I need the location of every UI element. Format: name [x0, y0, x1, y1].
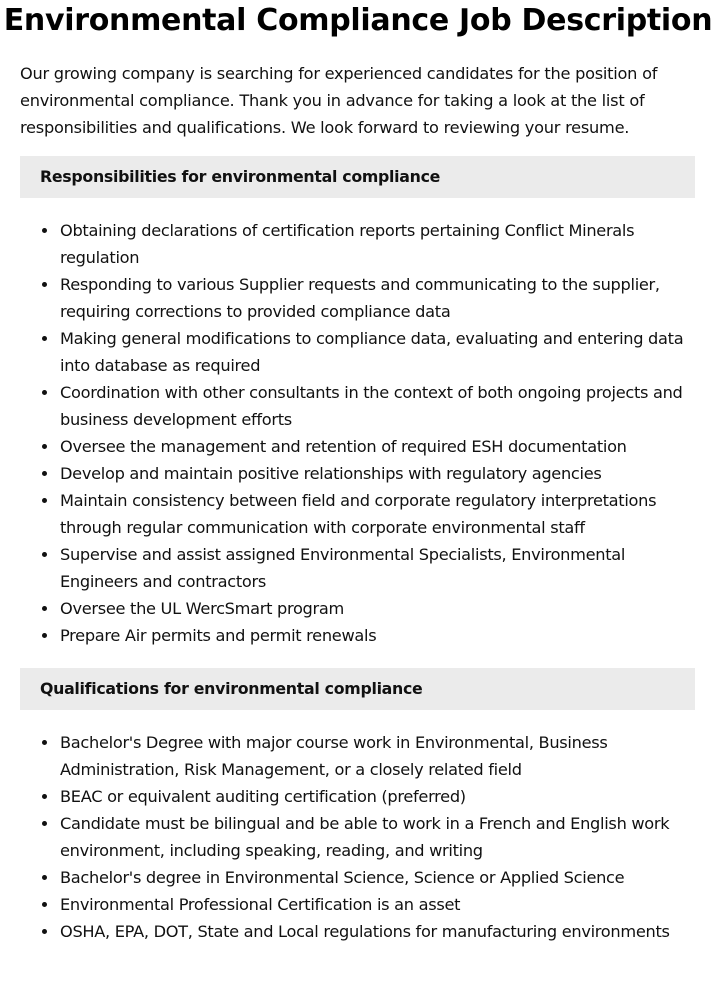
qualifications-list — [20, 729, 700, 945]
list-item: Bachelor's Degree with major course work in Environmental, Business Administration, Risk Management, or a closely related field — [60, 729, 700, 783]
intro-paragraph: Our growing company is searching for experienced candidates for the position of environmental compliance. Thank you in advance for taking a look at the list of responsibilities and qualifications. We look forward to reviewing your resume. — [20, 64, 658, 137]
list-item: Making general modifications to compliance data, evaluating and entering data into database as required — [60, 325, 700, 379]
responsibilities-heading: Responsibilities for environmental compliance — [20, 156, 695, 198]
list-item: Prepare Air permits and permit renewals — [60, 622, 700, 649]
list-item: Environmental Professional Certification is an asset — [60, 891, 700, 918]
page-title: Environmental Compliance Job Description — [3, 3, 713, 38]
list-item: Oversee the UL WercSmart program — [60, 595, 700, 622]
list-item: Supervise and assist assigned Environmental Specialists, Environmental Engineers and contractors — [60, 541, 700, 595]
responsibilities-list — [20, 217, 700, 649]
list-item: BEAC or equivalent auditing certification (preferred) — [60, 783, 700, 810]
list-item: Develop and maintain positive relationships with regulatory agencies — [60, 460, 700, 487]
list-item: Maintain consistency between field and corporate regulatory interpretations through regular communication with corporate environmental staff — [60, 487, 700, 541]
list-item: Bachelor's degree in Environmental Science, Science or Applied Science — [60, 864, 700, 891]
list-item: Oversee the management and retention of required ESH documentation — [60, 433, 700, 460]
list-item: OSHA, EPA, DOT, State and Local regulations for manufacturing environments — [60, 918, 700, 945]
list-item: Obtaining declarations of certification reports pertaining Conflict Minerals regulation — [60, 217, 700, 271]
list-item: Responding to various Supplier requests and communicating to the supplier, requiring corrections to provided compliance data — [60, 271, 700, 325]
list-item: Candidate must be bilingual and be able to work in a French and English work environment, including speaking, reading, and writing — [60, 810, 700, 864]
list-item: Coordination with other consultants in the context of both ongoing projects and business development efforts — [60, 379, 700, 433]
qualifications-heading: Qualifications for environmental compliance — [20, 668, 695, 710]
